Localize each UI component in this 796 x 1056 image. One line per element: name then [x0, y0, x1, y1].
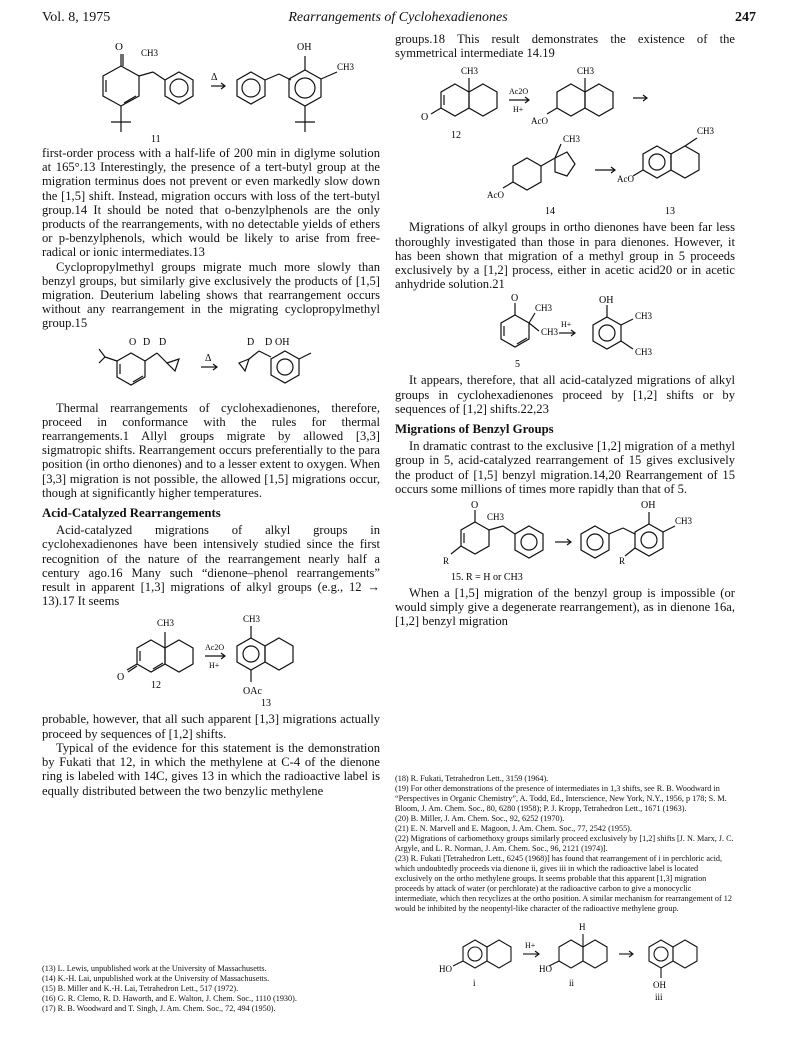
deuterium-label: D: [143, 336, 151, 348]
methyl-label: CH3: [141, 48, 159, 58]
paragraph: It appears, therefore, that all acid-catalyzed migrations of alkyl groups in cyclohexadienones proceed by [1,2] shifts or by sequences of [1,2] shifts.22,23: [395, 373, 735, 416]
hydroxy-label: HO: [439, 964, 452, 974]
oxygen-label: O: [117, 672, 125, 684]
paragraph: Typical of the evidence for this statement is the demonstration by Fukati that 12, in which the methylene at C-4 of the dienone ring is labeled with 14C, gives 13 in which the radioactive label is equally distributed between the two benzylic methylene: [42, 740, 380, 798]
paragraph: probable, however, that all such apparent [1,3] migrations actually proceed by sequences of [1,2] shifts.: [42, 712, 380, 741]
footnotes-left: [42, 964, 372, 1014]
acetoxy-label: AcO: [531, 116, 548, 127]
compound-number-15: 15. R = H or CH3: [451, 572, 523, 584]
acid-label: H+: [209, 661, 220, 671]
methyl-label: CH3: [697, 126, 715, 137]
journal-volume: Vol. 8, 1975: [42, 10, 111, 25]
compound-number-5: 5: [515, 359, 520, 371]
compound-number-13: 13: [665, 206, 675, 218]
methyl-label: CH3: [243, 614, 261, 625]
methyl-label: CH3: [577, 66, 595, 77]
hydroxy-label: HO: [539, 964, 552, 974]
right-column: [395, 32, 735, 629]
methyl-label: CH3: [635, 311, 653, 322]
deuterium-label: D: [247, 336, 255, 348]
deuterium-label: D: [159, 336, 167, 348]
footnote: (20) B. Miller, J. Am. Chem. Soc., 92, 6252 (1970).: [395, 814, 565, 823]
paragraph: Cyclopropylmethyl groups migrate much more slowly than benzyl groups, but similarly give exclusively the products of [1,5] migration. Deuterium labeling shows that rearrangement occurs without any rearrangement in the migrating cyclopropylmethyl group.15: [42, 259, 380, 331]
reagent-label: Ac2O: [205, 643, 225, 653]
footnote: (23) R. Fukati [Tetrahedron Lett., 6245 (1968)] has found that rearrangement of i in perchloric acid, which undoubtedly proceeds via dienone ii, gives iii in which the radioactive label is located exclusively on the ortho methylene groups. It seems probable that this apparent [1,3] migration proceeds by attack of water (or perchlorate) at the radioactive carbon to give a monocyclic intermediate, which then recyclizes at the ortho position. A similar mechanism for rearrangement of 12 would be inhibited by the neopentyl-like character of the radioactive methylene group.: [395, 854, 732, 913]
footnote: (15) B. Miller and K.-H. Lai, Tetrahedron Lett., 517 (1972).: [42, 984, 239, 993]
footnote: (16) G. R. Clemo, R. D. Haworth, and E. Walton, J. Chem. Soc., 1110 (1930).: [42, 994, 297, 1003]
scheme-12-to-13: [101, 610, 321, 710]
acid-label: H+: [561, 320, 572, 330]
paragraph: When a [1,5] migration of the benzyl group is impossible (or would simply give a degenerate rearrangement), as in dienone 16a, [1,2] benzyl migration: [395, 586, 735, 629]
footnote: (21) E. N. Marvell and E. Magoon, J. Am. Chem. Soc., 77, 2542 (1955).: [395, 824, 632, 833]
scheme-12-14-13: [405, 62, 725, 218]
scheme-compound-5: [455, 293, 675, 371]
section-heading: Migrations of Benzyl Groups: [395, 422, 554, 437]
paragraph: Migrations of alkyl groups in ortho dienones have been far less thoroughly investigated than those in para dienones. However, it has been shown that migration of a methyl group in 5 proceeds exclusively by a [1,2] process, either in acetic acid20 or in acetic anhydride solution.21: [395, 220, 735, 292]
heat-label: Δ: [211, 72, 218, 83]
methyl-label: CH3: [461, 66, 479, 77]
left-column: [42, 32, 380, 798]
deuterium-label: D: [265, 336, 273, 348]
methyl-label: CH3: [535, 303, 553, 314]
footnote: (18) R. Fukati, Tetrahedron Lett., 3159 (1964).: [395, 774, 549, 783]
footnote: (17) R. B. Woodward and T. Singh, J. Am. Chem. Soc., 72, 494 (1950).: [42, 1004, 276, 1013]
compound-number-iii: iii: [655, 992, 663, 1002]
methyl-label: CH3: [487, 512, 505, 523]
footnote: (13) L. Lewis, unpublished work at the University of Massachusetts.: [42, 964, 267, 973]
compound-number-ii: ii: [569, 978, 575, 988]
paragraph: groups.18 This result demonstrates the existence of the symmetrical intermediate 14.19: [395, 32, 735, 61]
oxygen-label: O: [129, 336, 137, 348]
compound-number-12: 12: [451, 130, 461, 142]
hydroxyl-label: OH: [275, 336, 290, 348]
oxygen-label: O: [421, 112, 429, 124]
compound-number-14: 14: [545, 206, 555, 218]
hydroxyl-label: OH: [297, 42, 312, 53]
acid-label: H+: [513, 105, 524, 115]
reagent-label: Ac2O: [509, 87, 529, 97]
heat-label: Δ: [205, 352, 212, 364]
methyl-label: CH3: [541, 327, 559, 338]
hydroxyl-label: OH: [653, 980, 666, 990]
hydrogen-label: H: [579, 922, 586, 932]
methyl-label-product: CH3: [337, 62, 355, 72]
paragraph: Thermal rearrangements of cyclohexadienones, therefore, proceed in conformance with the rules for thermal rearrangements.1 Allyl groups migrate by allowed [3,3] sigmatropic shifts. Rearrangement occurs preferentially to the para position (in ortho dienones) and to a lesser extent to oxygen. When [3,3] migration is not possible, the allowed [1,5] migrations occur, though at significantly higher temperatures.: [42, 400, 380, 500]
r-group-label: R: [443, 556, 450, 567]
footnote: (14) K.-H. Lai, unpublished work at the University of Massachusetts.: [42, 974, 270, 983]
compound-number-i: i: [473, 978, 476, 988]
footnote: (22) Migrations of carbomethoxy groups similarly proceed exclusively by [1,2] shifts [J. N. Marx, J. C. Argyle, and L. R. Norman, J. Am. Chem. Soc., 96, 2121 (1974)].: [395, 834, 734, 853]
compound-number-12: 12: [151, 680, 161, 692]
hydroxyl-label: OH: [599, 295, 614, 307]
acid-label: H+: [525, 941, 536, 950]
section-heading: Acid-Catalyzed Rearrangements: [42, 506, 221, 521]
scheme-compound-15: [425, 498, 705, 584]
hydroxyl-label: OH: [641, 500, 656, 512]
page-number: 247: [735, 10, 756, 25]
compound-number-13: 13: [261, 698, 271, 710]
oxygen-label: O: [115, 41, 123, 53]
methyl-label: CH3: [563, 134, 581, 145]
methyl-label: CH3: [157, 618, 175, 629]
paragraph: Acid-catalyzed migrations of alkyl groups in cyclohexadienones have been intensively studied since the first recognition of the nature of the rearrangement nearly half a century ago.16 Many such “dienone–phenol rearrangements” result in apparent [1,3] migrations of alkyl groups (e.g., 12 → 13).17 It seems: [42, 523, 380, 609]
paragraph: first-order process with a half-life of 200 min in diglyme solution at 165°.13 Interestingly, the presence of a tert-butyl group at the migration terminus does not prevent or even markedly slow down the [1,5] shift. Instead, migration occurs with loss of the tert-butyl group.14 It should be noted that o-benzylphenols are the only products of the rearrangements, with no detectable yields of ethers or p-benzylphenols, which would be likely to arise from free-radical or ionic intermediates.13: [42, 146, 380, 260]
r-group-label: R: [619, 556, 626, 567]
acetate-label: OAc: [243, 686, 262, 698]
acetoxy-label: AcO: [617, 174, 634, 185]
methyl-label: CH3: [675, 516, 693, 527]
compound-number-11: 11: [151, 134, 161, 144]
scheme-deuterium-label: [71, 333, 351, 399]
acetoxy-label: AcO: [487, 190, 504, 201]
scheme-i-ii-iii: [415, 918, 715, 1006]
scheme-compound-11: [61, 34, 361, 144]
running-title: Rearrangements of Cyclohexadienones: [288, 10, 508, 25]
footnote: (19) For other demonstrations of the presence of intermediates in 1,3 shifts, see R. B. Woodward in “Perspectives in Organic Chemistry”, A. Todd, Ed., Interscience, New York, N.Y., 1956, p 178; S. M. Bloom, J. Am. Chem. Soc., 80, 6280 (1958); P. J. Kropp, Tetrahedron Lett., 1671 (1963).: [395, 784, 727, 813]
methyl-label: CH3: [635, 347, 653, 358]
oxygen-label: O: [511, 293, 519, 305]
oxygen-label: O: [471, 500, 479, 512]
paragraph: In dramatic contrast to the exclusive [1,2] migration of a methyl group in 5, acid-catalyzed rearrangement of 15 gives exclusively the product of [1,5] benzyl migration.14,20 Rearrangement of 15 occurs some millions of times more rapidly than that of 5.: [395, 439, 735, 496]
footnotes-right: [395, 774, 735, 1008]
